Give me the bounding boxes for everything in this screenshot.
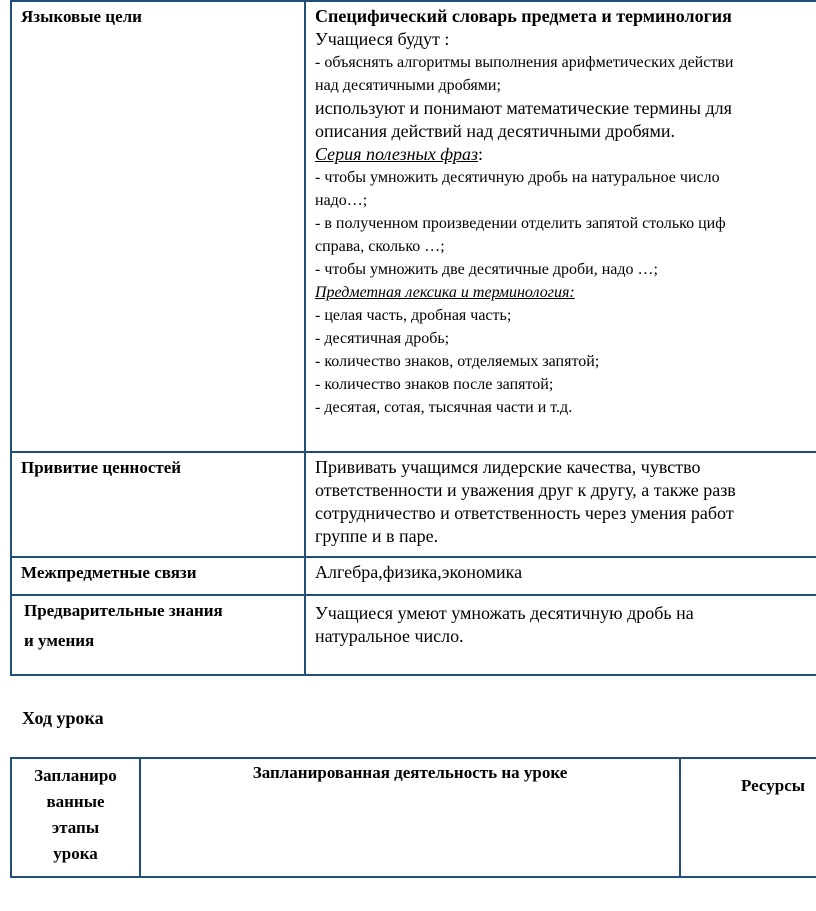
lexicon-line: - количество знаков, отделяемых запятой; bbox=[315, 353, 600, 370]
values-content bbox=[305, 452, 816, 557]
table-row bbox=[11, 557, 816, 595]
lexicon-heading: Предметная лексика и терминология: bbox=[315, 284, 575, 301]
goal-line: описания действий над десятичными дробями. bbox=[315, 121, 676, 141]
students-will-text: Учащиеся будут : bbox=[315, 29, 450, 49]
lesson-progress-heading: Ход урока bbox=[22, 708, 104, 728]
lexicon-line: - десятичная дробь; bbox=[315, 330, 450, 347]
language-goals-content: Специфический словарь предмета и терминология Учащиеся будут : - объяснять алгоритмы выполнения арифметических действи над десятичными дробями; используют и понимают математические термины для описания действий над десятичными дробями. Серия полезных фраз: - чтобы умножить десятичную дробь на натуральное число надо…; - в полученном произведении отделить запятой столько циф справа, сколько …; - чтобы умножить две десятичные дроби, надо …; Предметная лексика и терминология: - целая часть, дробная часть; - десятичная дробь; - количество знаков, отделяемых запятой; - количество знаков после запятой; - десятая, сотая, тысячная части и т.д. bbox=[305, 1, 816, 452]
values-line: группе и в паре. bbox=[315, 526, 439, 546]
prior-knowledge-label-line: Предварительные знания bbox=[24, 601, 223, 620]
prior-knowledge-line: Учащиеся умеют умножать десятичную дробь на bbox=[315, 603, 694, 623]
prior-knowledge-content bbox=[305, 595, 816, 675]
table-row bbox=[11, 595, 816, 675]
cross-curricular-content bbox=[305, 557, 816, 595]
row-label-cross-curricular: Межпредметные связи bbox=[11, 557, 305, 595]
lexicon-line: - количество знаков после запятой; bbox=[315, 376, 554, 393]
header-line: Запланиро bbox=[34, 766, 117, 785]
phrase-line: - в полученном произведении отделить запятой столько циф bbox=[315, 215, 726, 232]
phrase-line: - чтобы умножить две десятичные дроби, надо …; bbox=[315, 261, 658, 278]
useful-phrases-heading: Серия полезных фраз bbox=[315, 144, 479, 164]
phrase-line: - чтобы умножить десятичную дробь на натуральное число bbox=[315, 169, 720, 186]
values-line: Прививать учащимся лидерские качества, чувство bbox=[315, 457, 701, 477]
header-line: урока bbox=[53, 844, 98, 863]
row-label-language-goals: Языковые цели bbox=[11, 1, 305, 452]
header-line: ванные bbox=[46, 792, 105, 811]
lexicon-line: - целая часть, дробная часть; bbox=[315, 307, 512, 324]
lesson-plan-table bbox=[10, 0, 816, 676]
planned-activity-header: Запланированная деятельность на уроке bbox=[140, 758, 680, 877]
row-label-values: Привитие ценностей bbox=[11, 452, 305, 557]
lexicon-line: - десятая, сотая, тысячная части и т.д. bbox=[315, 399, 573, 416]
values-line: сотрудничество и ответственность через умения работ bbox=[315, 503, 734, 523]
phrase-line: справа, сколько …; bbox=[315, 238, 445, 255]
goal-line: над десятичными дробями; bbox=[315, 77, 501, 94]
cross-curricular-value: Алгебра,физика,экономика bbox=[315, 562, 523, 582]
prior-knowledge-line: натуральное число. bbox=[315, 626, 464, 646]
prior-knowledge-label-line: и умения bbox=[24, 631, 95, 650]
table-row bbox=[11, 452, 816, 557]
planned-stages-header bbox=[11, 758, 140, 877]
table-row bbox=[11, 758, 816, 877]
header-line: этапы bbox=[51, 818, 100, 837]
goal-line: используют и понимают математические термины для bbox=[315, 98, 732, 118]
values-line: ответственности и уважения друг к другу, а также разв bbox=[315, 480, 736, 500]
lesson-stages-table bbox=[10, 757, 816, 878]
phrase-line: надо…; bbox=[315, 192, 368, 209]
table-row bbox=[11, 1, 816, 452]
vocabulary-title: Специфический словарь предмета и терминология bbox=[315, 6, 732, 26]
goal-line: - объяснять алгоритмы выполнения арифметических действи bbox=[315, 54, 734, 71]
row-label-prior-knowledge bbox=[11, 595, 305, 675]
resources-header: Ресурсы bbox=[680, 758, 816, 877]
